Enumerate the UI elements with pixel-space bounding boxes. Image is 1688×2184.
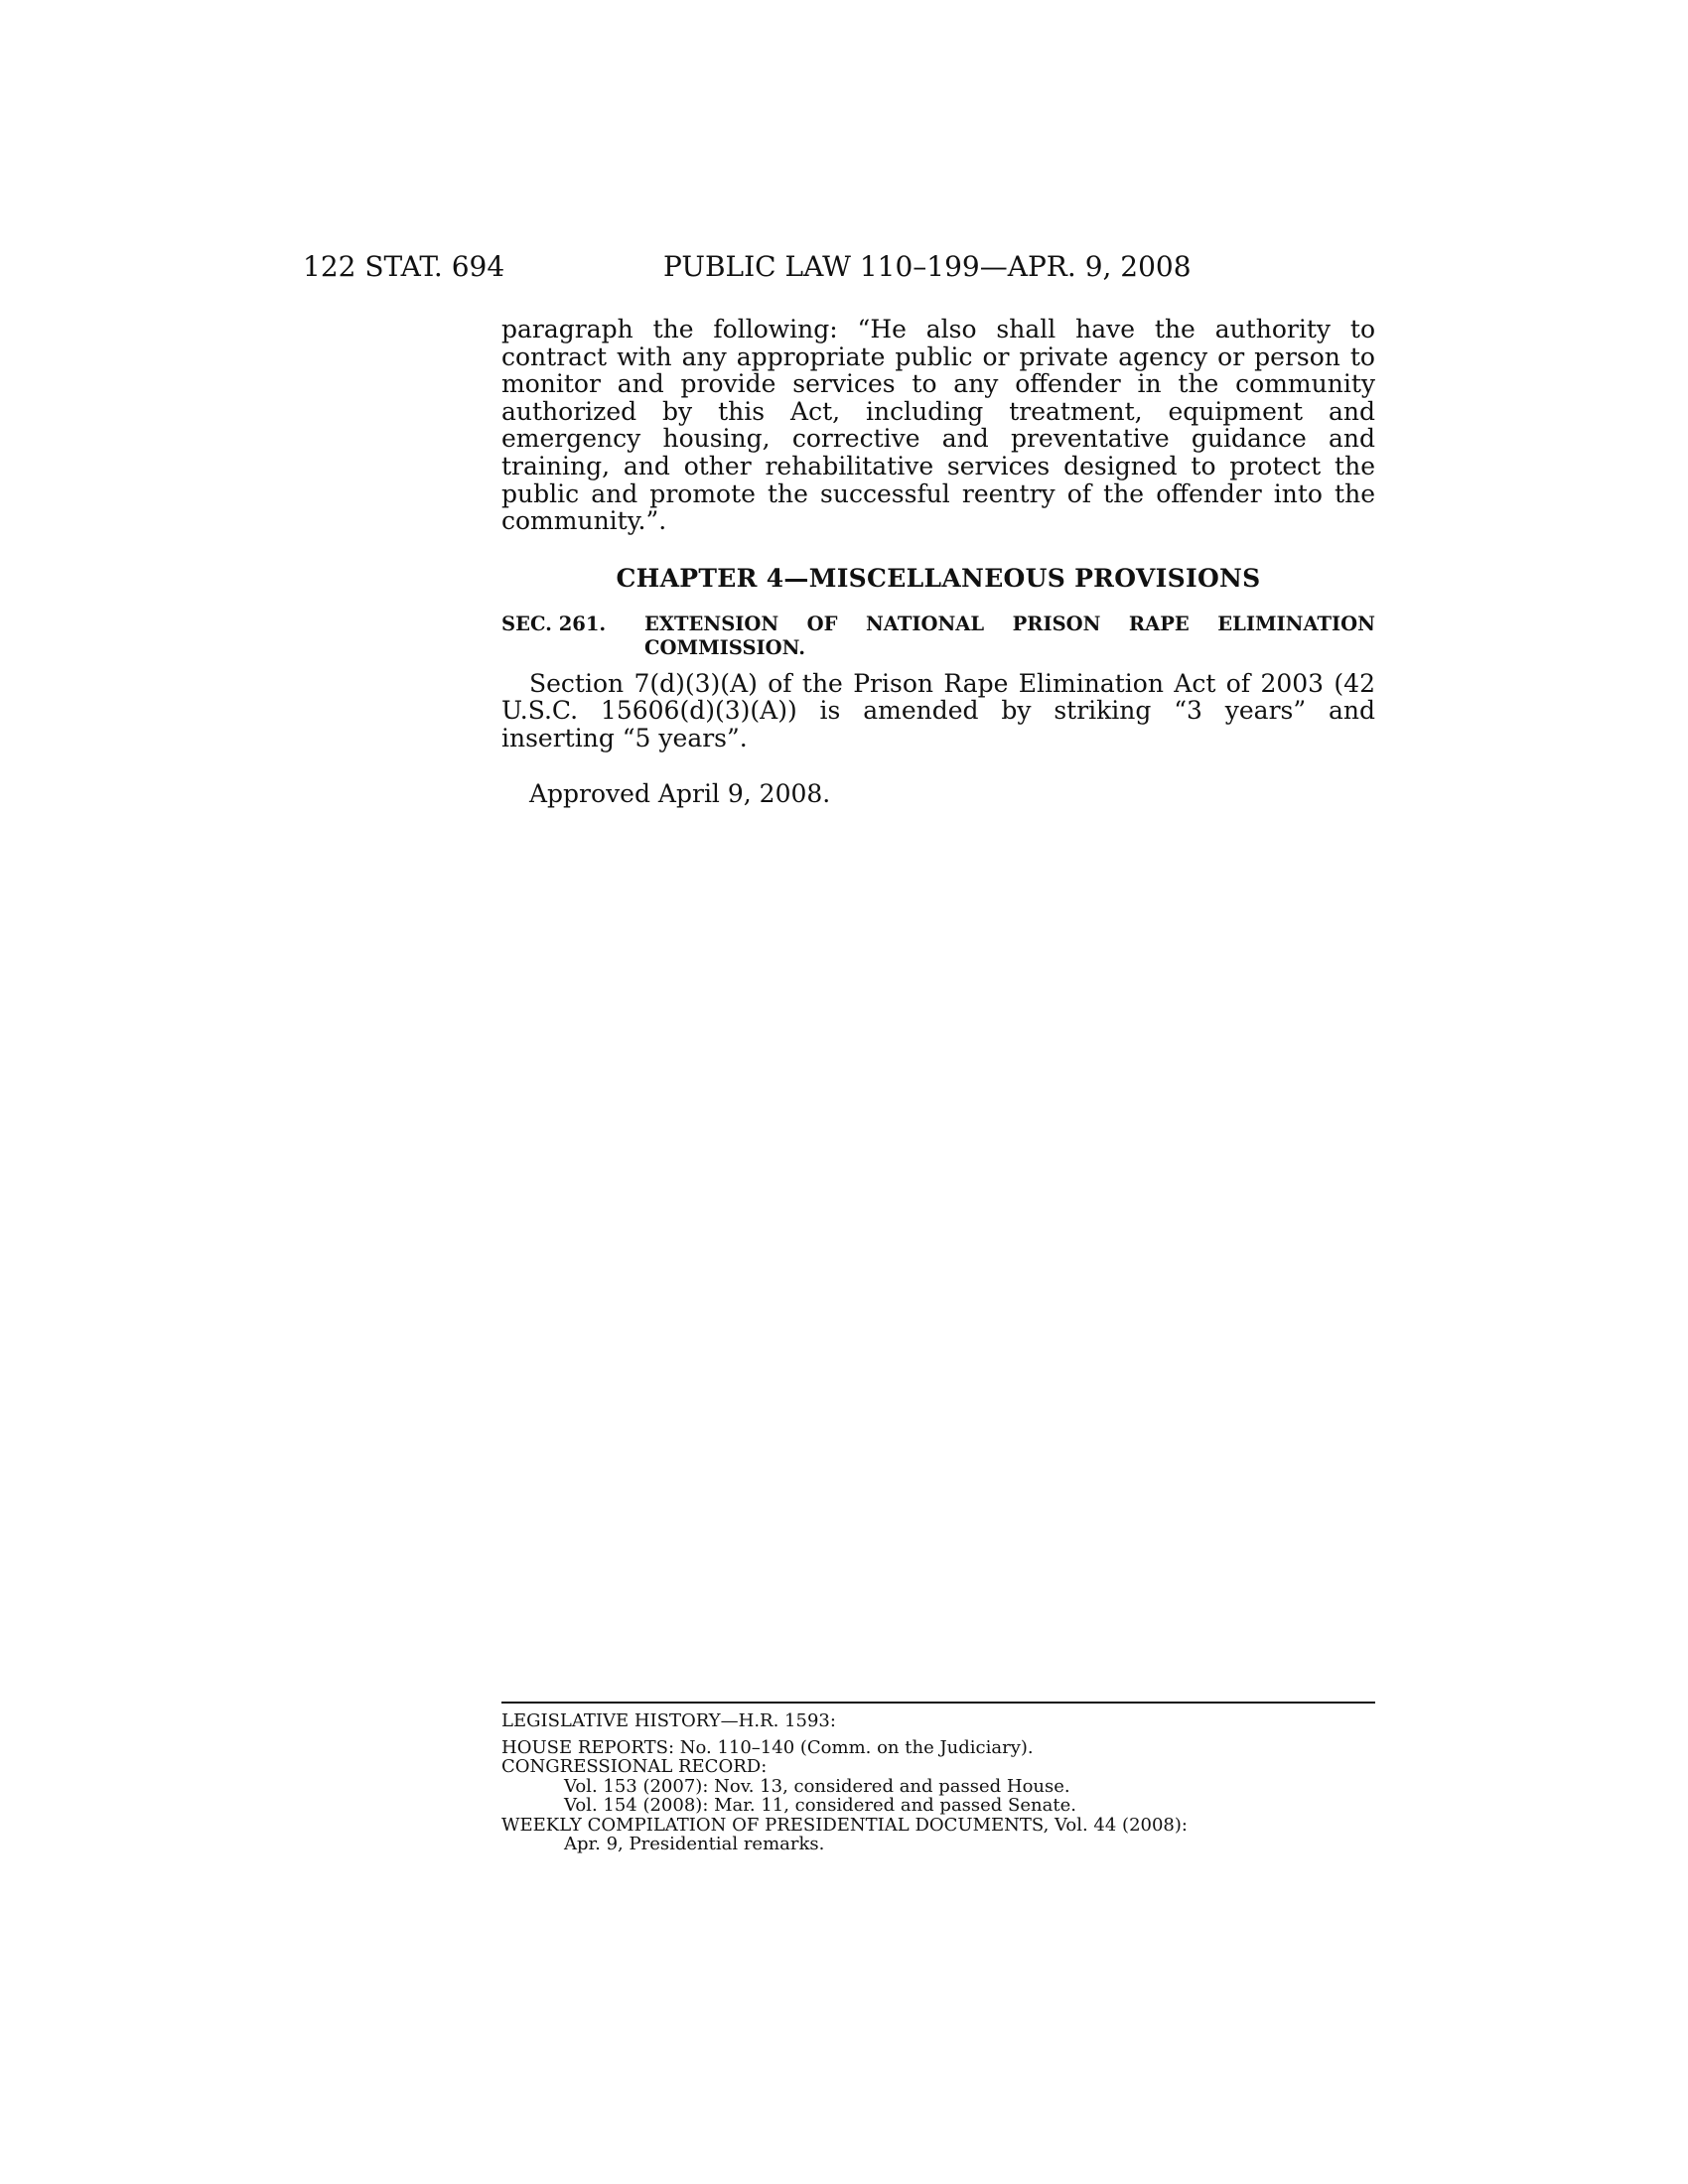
weekly-entry: Apr. 9, Presidential remarks. bbox=[564, 1834, 825, 1854]
running-header bbox=[303, 250, 1380, 290]
section-number: SEC. 261. bbox=[501, 612, 607, 635]
legislative-history-title: LEGISLATIVE HISTORY—H.R. 1593: bbox=[501, 1710, 836, 1731]
congressional-record: CONGRESSIONAL RECORD: bbox=[501, 1756, 768, 1777]
statute-page-number: 122 STAT. 694 bbox=[303, 250, 505, 283]
continued-paragraph: paragraph the following: “He also shall have the authority to contract with any appropriate public or private agency or person to monitor and provide services to any offender in the community authorized by this Act, including treatment, equipment and emergency housing, corrective and preventative guidance and training, and other rehabilitative services designed to protect the public and promote the successful reentry of the offender into the community.”. bbox=[501, 315, 1375, 536]
record-entry: Vol. 153 (2007): Nov. 13, considered and passed House. bbox=[564, 1775, 1070, 1797]
body-column bbox=[501, 316, 1375, 808]
weekly-compilation: WEEKLY COMPILATION OF PRESIDENTIAL DOCUMENTS, Vol. 44 (2008): bbox=[501, 1814, 1188, 1836]
public-law-citation: PUBLIC LAW 110–199—APR. 9, 2008 bbox=[663, 250, 1192, 283]
legislative-history bbox=[501, 1702, 1375, 1854]
section-text: Section 7(d)(3)(A) of the Prison Rape Elimination Act of 2003 (42 U.S.C. 15606(d)(3)(A)) is amended by striking “3 years” and inserting “5 years”. bbox=[501, 668, 1375, 752]
approval-date: Approved April 9, 2008. bbox=[529, 778, 831, 808]
house-reports: HOUSE REPORTS: No. 110–140 (Comm. on the Judiciary). bbox=[501, 1736, 1034, 1758]
chapter-heading: CHAPTER 4—MISCELLANEOUS PROVISIONS bbox=[616, 563, 1261, 593]
section-heading bbox=[501, 613, 1375, 660]
section-title: EXTENSION OF NATIONAL PRISON RAPE ELIMINATION COMMISSION. bbox=[644, 612, 1375, 659]
record-entry: Vol. 154 (2008): Mar. 11, considered and passed Senate. bbox=[564, 1795, 1076, 1816]
